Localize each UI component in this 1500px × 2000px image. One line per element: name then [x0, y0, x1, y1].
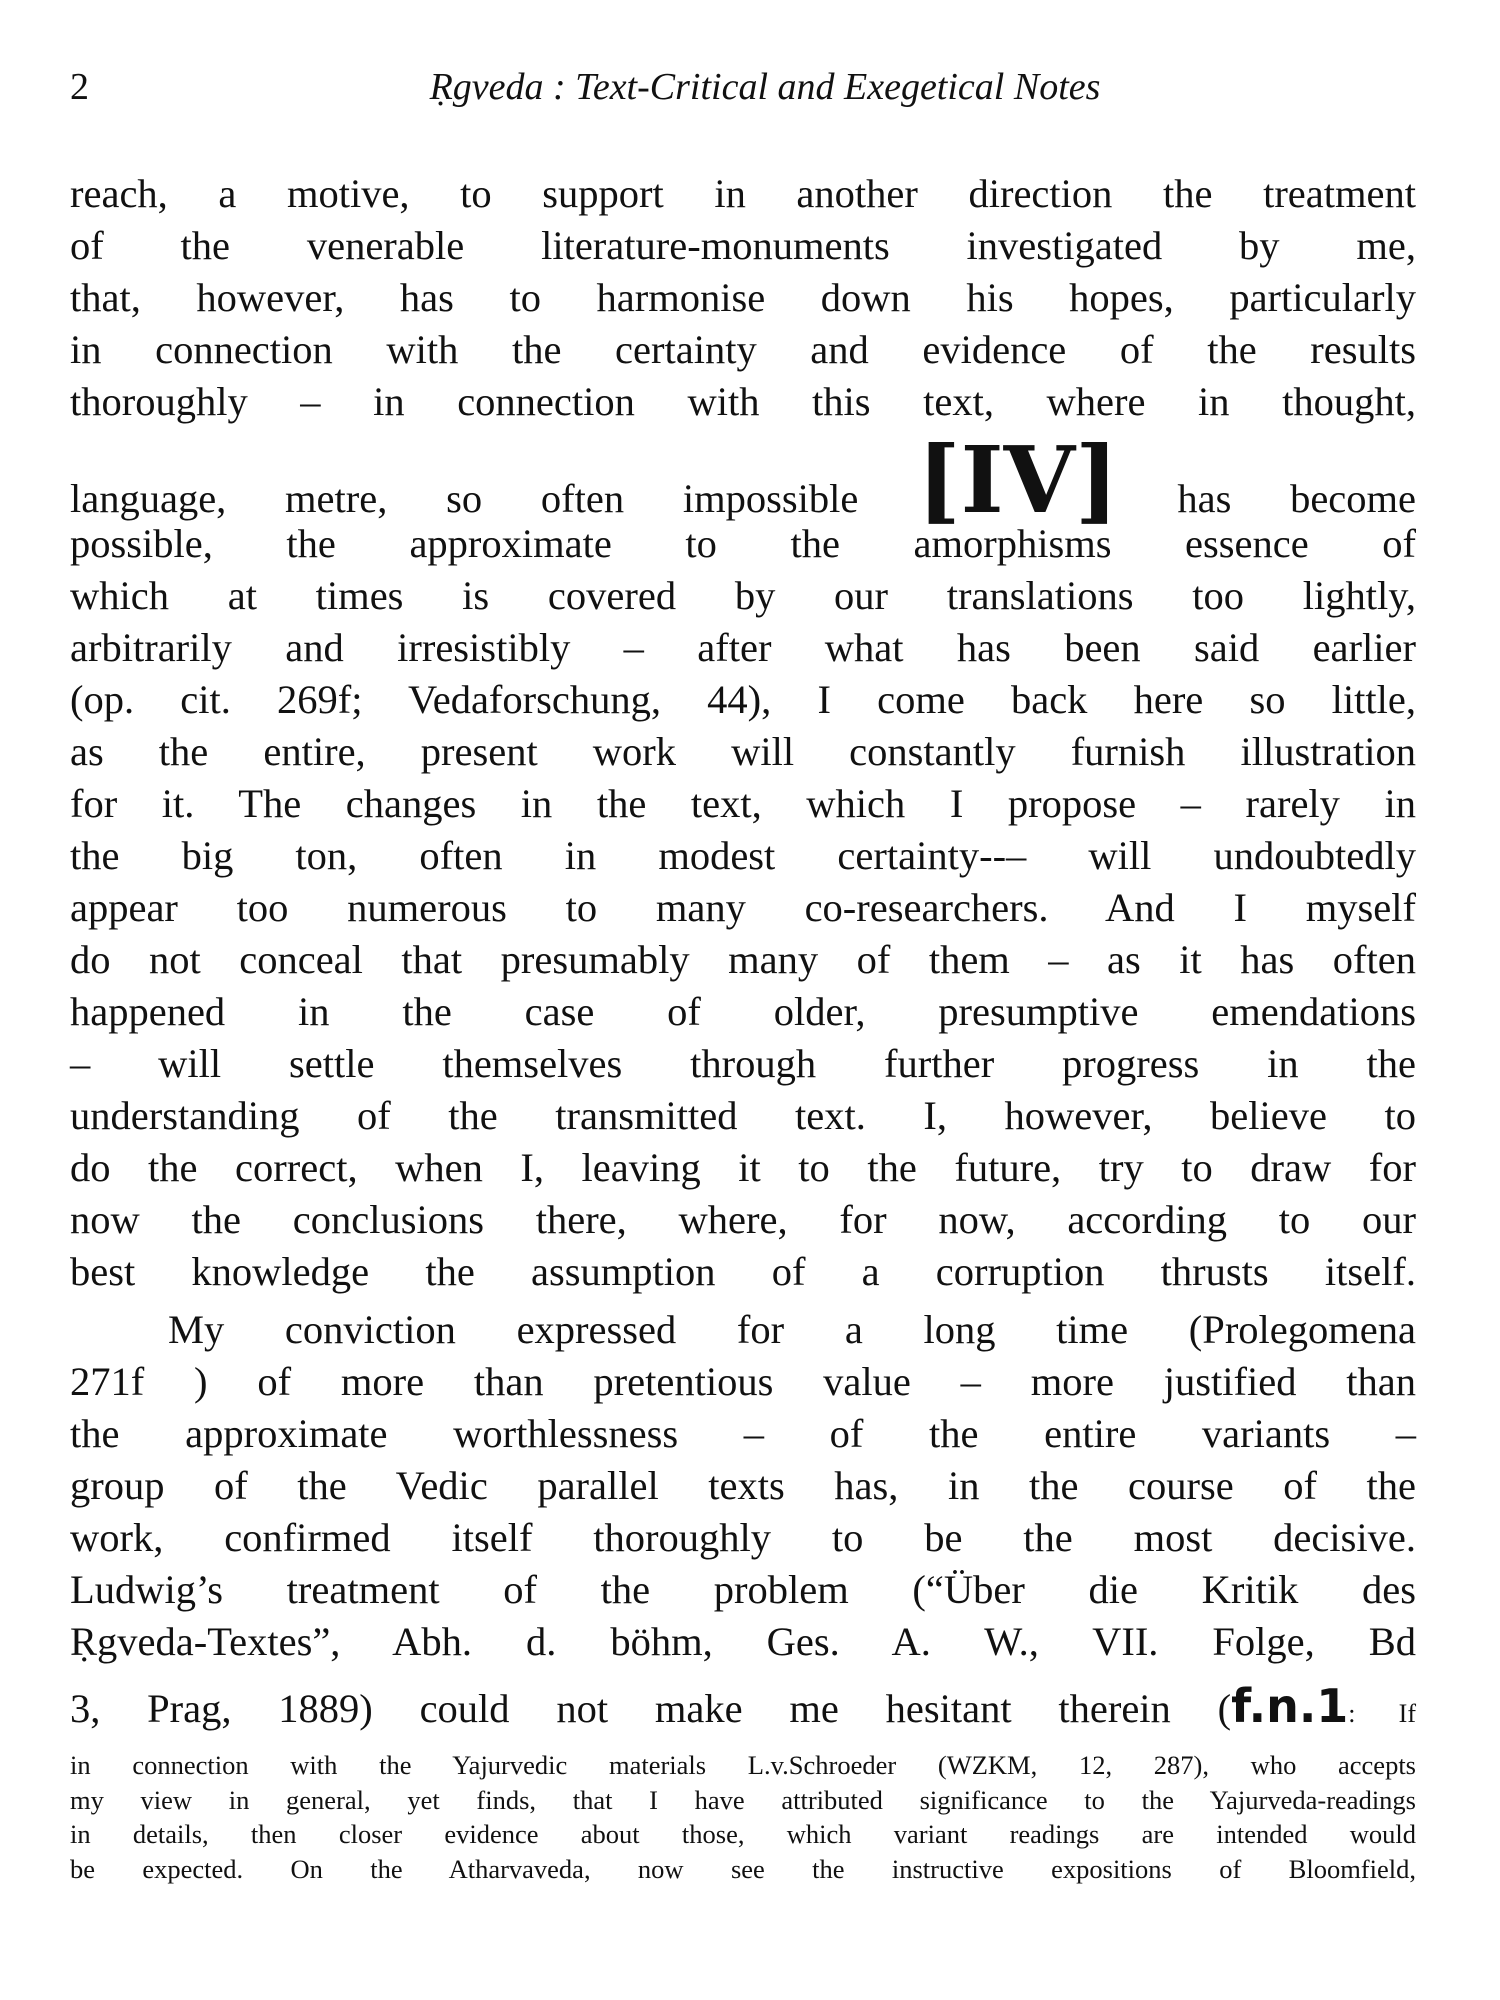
text-line: Ṛgveda-Textes”, Abh. d. böhm, Ges. A. W., VII. Folge, Bd	[70, 1619, 1416, 1664]
text-line: do not conceal that presumably many of them – as it has often	[70, 937, 1416, 982]
text-line: arbitrarily and irresistibly – after what has been said earlier	[70, 625, 1416, 670]
text-fragment: has become	[1177, 476, 1417, 521]
running-title: Ṛgveda : Text-Critical and Exegetical Notes	[429, 66, 1101, 108]
text-line: possible, the approximate to the amorphisms essence of	[70, 521, 1416, 566]
text-line: as the entire, present work will constantly furnish illustration	[70, 729, 1416, 774]
text-line: happened in the case of older, presumptive emendations	[70, 989, 1416, 1034]
page-number: 2	[70, 66, 89, 108]
text-line: of the venerable literature-monuments investigated by me,	[70, 223, 1416, 268]
footnote-start: : If	[1348, 1699, 1416, 1728]
text-line: 271f ) of more than pretentious value – more justified than	[70, 1359, 1416, 1404]
text-fragment: 3, Prag, 1889) could not make me hesitant therein (	[70, 1686, 1232, 1731]
text-line: My conviction expressed for a long time (Prolegomena	[168, 1307, 1416, 1352]
text-line: for it. The changes in the text, which I propose – rarely in	[70, 781, 1416, 826]
page-header	[70, 62, 1420, 112]
text-line: (op. cit. 269f; Vedaforschung, 44), I come back here so little,	[70, 677, 1416, 722]
text-line: group of the Vedic parallel texts has, in the course of the	[70, 1463, 1416, 1508]
text-line: in connection with the certainty and evidence of the results	[70, 327, 1416, 372]
footnote-line: my view in general, yet finds, that I have attributed significance to the Yajurveda-readings	[70, 1784, 1416, 1815]
text-line: the big ton, often in modest certainty--– will undoubtedly	[70, 833, 1416, 878]
text-line: Ludwig’s treatment of the problem (“Über die Kritik des	[70, 1567, 1416, 1612]
original-page-marker: [IV]	[917, 426, 1119, 534]
text-line: work, confirmed itself thoroughly to be the most decisive.	[70, 1515, 1416, 1560]
footnote	[70, 1748, 1416, 1886]
text-line: which at times is covered by our translations too lightly,	[70, 573, 1416, 618]
footnote-line: in connection with the Yajurvedic materials L.v.Schroeder (WZKM, 12, 287), who accepts	[70, 1750, 1416, 1780]
footnote-marker: f.n.1	[1231, 1679, 1349, 1733]
text-line: that, however, has to harmonise down his hopes, particularly	[70, 275, 1416, 320]
text-line: understanding of the transmitted text. I, however, believe to	[70, 1093, 1416, 1138]
text-line: thoroughly – in connection with this text, where in thought,	[70, 379, 1416, 424]
text-line: the approximate worthlessness – of the entire variants –	[70, 1411, 1416, 1456]
text-line: best knowledge the assumption of a corruption thrusts itself.	[70, 1249, 1416, 1294]
text-line-with-page-marker	[70, 426, 1417, 534]
body-text	[70, 168, 1416, 1736]
footnote-line: in details, then closer evidence about those, which variant readings are intended would	[70, 1819, 1416, 1849]
text-fragment: language, metre, so often impossible	[70, 476, 859, 521]
text-line: appear too numerous to many co-researchers. And I myself	[70, 885, 1416, 930]
text-line: reach, a motive, to support in another direction the treatment	[70, 171, 1416, 216]
footnote-line: be expected. On the Atharvaveda, now see the instructive expositions of Bloomfield,	[70, 1853, 1416, 1884]
text-line: now the conclusions there, where, for now, according to our	[70, 1197, 1416, 1242]
text-line: do the correct, when I, leaving it to the future, try to draw for	[70, 1145, 1416, 1190]
text-line: – will settle themselves through further progress in the	[70, 1041, 1416, 1086]
text-line-with-footnote-marker	[70, 1676, 1416, 1736]
